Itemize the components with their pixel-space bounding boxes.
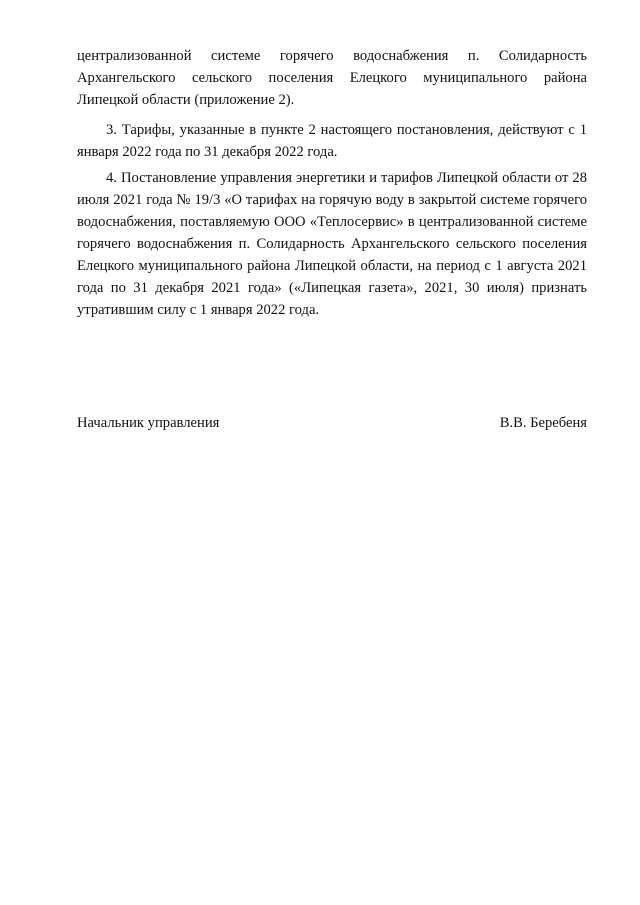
paragraph-tariff-period: 3. Тарифы, указанные в пункте 2 настоящего постановления, действуют с 1 января 2022 года по 31 декабря 2022 года. [77, 122, 587, 160]
paragraph-repeal-clause: 4. Постановление управления энергетики и тарифов Липецкой области от 28 июля 2021 года № 19/3 «О тарифах на горячую воду в закрытой системе горячего водоснабжения, поставляемую ООО «Теплосервис» в централизованной системе горячего водоснабжения п. Солидарность Архангельского сельского поселения Елецкого муниципального района Липецкой области, на период с 1 августа 2021 года по 31 декабря 2021 года» («Липецкая газета», 2021, 30 июля) признать утратившим силу с 1 января 2022 года. [77, 170, 587, 318]
signatory-position: Начальник управления [77, 415, 220, 431]
signature-block [77, 412, 587, 434]
paragraph-continuation: централизованной системе горячего водоснабжения п. Солидарность Архангельского сельского поселения Елецкого муниципального района Липецкой области (приложение 2). [77, 48, 587, 108]
signatory-name: В.В. Беребеня [499, 415, 587, 431]
